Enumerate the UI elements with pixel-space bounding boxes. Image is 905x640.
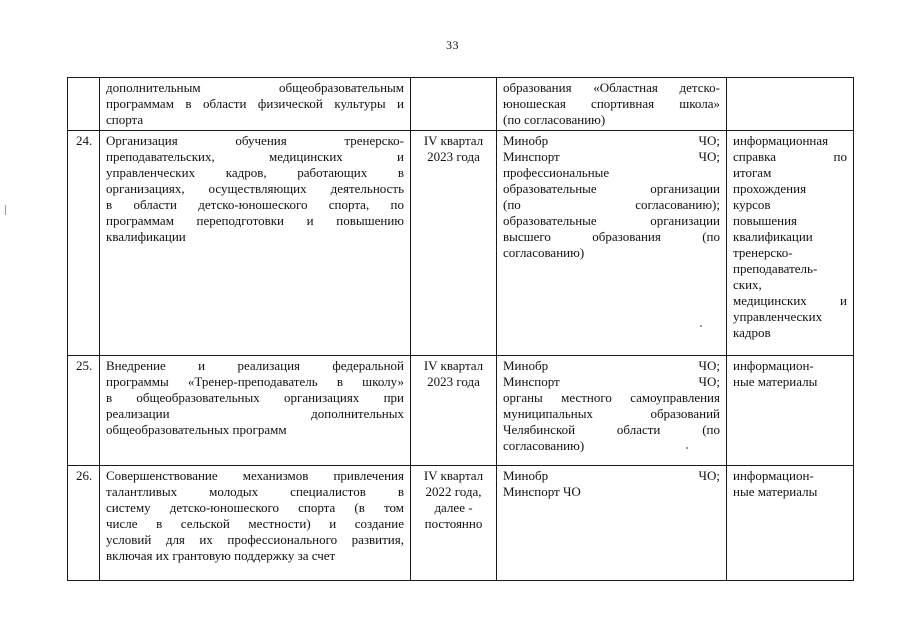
- responsible-line: образования «Областная детско-: [503, 80, 720, 95]
- measure-line: спорта: [106, 112, 144, 127]
- responsible-line: Минспорт ЧО: [503, 484, 581, 499]
- responsible-line: органы местного самоуправления: [503, 390, 720, 405]
- measure-line: Совершенствование механизмов привлечения: [106, 468, 404, 483]
- result-line: итогам: [733, 165, 772, 180]
- result-cell: [727, 466, 854, 581]
- row-number: 25.: [68, 356, 100, 466]
- measure-line: общеобразовательных программ: [106, 422, 287, 437]
- result-line: квалификации: [733, 229, 813, 244]
- measure-line: управленческих кадров, работающих в: [106, 165, 404, 180]
- table-row: [68, 131, 854, 356]
- deadline-cell: [411, 78, 497, 131]
- measure-cell: [100, 466, 411, 581]
- result-line: информационная: [733, 133, 829, 148]
- responsible-line: юношеская спортивная школа»: [503, 96, 720, 111]
- deadline-line: IV квартал: [423, 358, 484, 373]
- measure-line: в общеобразовательных организациях при: [106, 390, 404, 405]
- measure-line: числе в сельской местности) и создание: [106, 516, 404, 531]
- responsible-line: Минобр ЧО;: [503, 468, 720, 483]
- measure-line: квалификации: [106, 229, 186, 244]
- result-line: справка по: [733, 149, 847, 164]
- responsible-line: Минобр ЧО;: [503, 133, 720, 148]
- measure-line: организациях, осуществляющих деятельность: [106, 181, 404, 196]
- scan-margin-mark: [5, 205, 6, 215]
- result-line: кадров: [733, 325, 771, 340]
- responsible-line: образовательные организации: [503, 213, 720, 228]
- deadline-line: далее -: [434, 500, 473, 515]
- deadline-line: 2022 года,: [425, 484, 482, 499]
- measure-line: программам переподготовки и повышению: [106, 213, 404, 228]
- responsible-line: (по согласованию);: [503, 197, 720, 212]
- table-row: [68, 78, 854, 131]
- row-number: 24.: [68, 131, 100, 356]
- result-line: преподаватель-: [733, 261, 818, 276]
- result-line: информацион-: [733, 358, 814, 373]
- measure-line: в области детско-юношеского спорта, по: [106, 197, 404, 212]
- row-number: [68, 78, 100, 131]
- result-cell: [727, 78, 854, 131]
- measure-cell: [100, 356, 411, 466]
- measures-table: [67, 77, 854, 581]
- responsible-line: высшего образования (по: [503, 229, 720, 244]
- measure-line: включая их грантовую поддержку за счет: [106, 548, 336, 563]
- table-row: [68, 356, 854, 466]
- responsible-cell: [497, 78, 727, 131]
- result-line: информацион-: [733, 468, 814, 483]
- responsible-line: согласованию): [503, 245, 585, 260]
- result-line: ные материалы: [733, 484, 818, 499]
- deadline-line: 2023 года: [427, 374, 480, 389]
- result-line: управленческих: [733, 309, 823, 324]
- result-line: ные материалы: [733, 374, 818, 389]
- table-row: [68, 466, 854, 581]
- measure-line: систему детско-юношеского спорта (в том: [106, 500, 404, 515]
- deadline-line: IV квартал: [423, 133, 484, 148]
- result-line: курсов: [733, 197, 771, 212]
- deadline-line: IV квартал: [423, 468, 484, 483]
- responsible-line: согласованию): [503, 438, 585, 453]
- responsible-line: Минспорт ЧО;: [503, 149, 720, 164]
- result-line: тренерско-: [733, 245, 793, 260]
- responsible-line: Челябинской области (по: [503, 422, 720, 437]
- responsible-line: Минспорт ЧО;: [503, 374, 720, 389]
- result-line: ских,: [733, 277, 762, 292]
- responsible-cell: [497, 356, 727, 466]
- responsible-line: муниципальных образований: [503, 406, 720, 421]
- result-cell: [727, 356, 854, 466]
- deadline-cell: [411, 131, 497, 356]
- responsible-line: образовательные организации: [503, 181, 720, 196]
- measure-line: преподавательских, медицинских и: [106, 149, 404, 164]
- result-cell: [727, 131, 854, 356]
- deadline-cell: [411, 356, 497, 466]
- measure-line: программам в области физической культуры и: [106, 96, 404, 111]
- measure-line: Организация обучения тренерско-: [106, 133, 404, 148]
- measure-line: условий для их профессионального развития,: [106, 532, 404, 547]
- responsible-line: профессиональные: [503, 165, 610, 180]
- result-line: повышения: [733, 213, 798, 228]
- row-number: 26.: [68, 466, 100, 581]
- measure-line: талантливых молодых специалистов в: [106, 484, 404, 499]
- measure-line: программы «Тренер-преподаватель в школу»: [106, 374, 404, 389]
- page-number: 33: [446, 38, 459, 52]
- deadline-line: постоянно: [424, 516, 483, 531]
- responsible-cell: [497, 466, 727, 581]
- deadline-line: 2023 года: [427, 149, 480, 164]
- responsible-line: (по согласованию): [503, 112, 606, 127]
- measure-cell: [100, 78, 411, 131]
- result-line: медицинских и: [733, 293, 847, 308]
- responsible-cell: [497, 131, 727, 356]
- measure-line: Внедрение и реализация федеральной: [106, 358, 404, 373]
- responsible-line: Минобр ЧО;: [503, 358, 720, 373]
- deadline-cell: [411, 466, 497, 581]
- measure-cell: [100, 131, 411, 356]
- measure-line: реализации дополнительных: [106, 406, 404, 421]
- result-line: прохождения: [733, 181, 807, 196]
- measure-line: дополнительным общеобразовательным: [106, 80, 404, 95]
- measures-table-body: [68, 78, 854, 581]
